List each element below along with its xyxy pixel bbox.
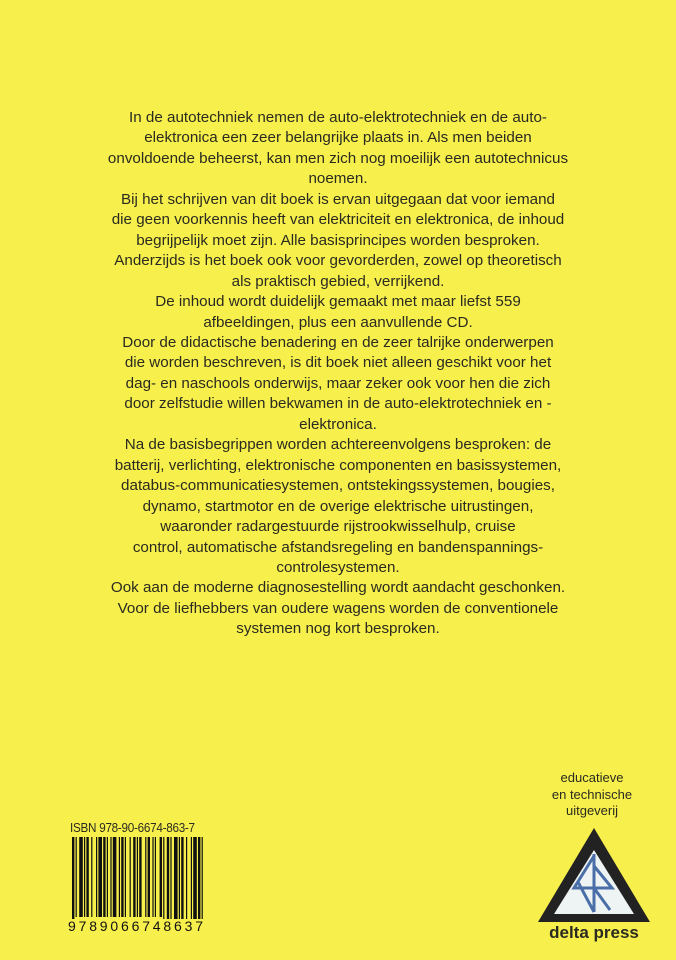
barcode-bar bbox=[121, 837, 123, 917]
barcode-bar bbox=[125, 837, 126, 917]
barcode-bar bbox=[98, 837, 102, 917]
barcode-bar bbox=[145, 837, 146, 917]
barcode-bar bbox=[167, 837, 169, 929]
blurb-line: elektronica. bbox=[299, 415, 377, 433]
barcode-bar bbox=[103, 837, 105, 917]
barcode-bar bbox=[186, 837, 187, 929]
blurb-line: noemen. bbox=[308, 170, 368, 188]
blurb-line: als praktisch gebied, verrijkend. bbox=[231, 272, 445, 290]
barcode-bar bbox=[110, 837, 111, 917]
barcode-bar bbox=[202, 837, 203, 929]
blurb-line: Voor de liefhebbers van oudere wagens worden de conventionele bbox=[117, 599, 559, 617]
barcode bbox=[68, 837, 205, 932]
blurb-line: waaronder radargestuurde rijstrookwisselhulp, cruise bbox=[160, 518, 516, 536]
barcode-bar bbox=[148, 837, 150, 917]
barcode-bar bbox=[174, 837, 178, 929]
blurb-line: De inhoud wordt duidelijk gemaakt met maar liefst 559 bbox=[155, 293, 521, 311]
blurb-line: systemen nog kort besproken. bbox=[236, 620, 440, 638]
blurb-line: Na de basisbegrippen worden achtereenvolgens besproken: de bbox=[124, 436, 552, 454]
blurb-line: dynamo, startmotor en de overige elektrische uitrustingen, bbox=[142, 497, 534, 515]
barcode-bar bbox=[130, 837, 131, 917]
delta-press-logo-icon bbox=[534, 826, 654, 926]
blurb-line: elektronica een zeer belangrijke plaats in. Als men beiden bbox=[144, 129, 532, 147]
blurb-line: Anderzijds is het boek ook voor gevorderden, zowel op theoretisch bbox=[114, 252, 562, 270]
blurb-line: controlesystemen. bbox=[276, 558, 400, 576]
barcode-bar bbox=[139, 837, 141, 917]
blurb-line: Bij het schrijven van dit boek is ervan uitgegaan dat voor iemand bbox=[121, 190, 555, 208]
barcode-bar bbox=[160, 837, 162, 917]
blurb-line: die worden beschreven, is dit boek niet alleen geschikt voor het bbox=[124, 354, 552, 372]
blurb-line: In de autotechniek nemen de auto-elektrotechniek en de auto- bbox=[129, 109, 547, 126]
barcode-bar bbox=[119, 837, 120, 917]
tagline-line: uitgeverij bbox=[565, 803, 619, 818]
back-cover-blurb bbox=[0, 108, 676, 640]
blurb-line: door zelfstudie willen bekwamen in de auto-elektrotechniek en - bbox=[124, 395, 552, 413]
barcode-bar bbox=[113, 837, 117, 917]
barcode-bar bbox=[133, 837, 135, 917]
barcode-bar bbox=[72, 837, 74, 929]
barcode-bar bbox=[155, 837, 156, 917]
barcode-digits: 9789066748637 bbox=[68, 918, 203, 932]
blurb-line: onvoldoende beheerst, kan men zich nog moeilijk een autotechnicus bbox=[107, 149, 569, 167]
blurb-line: begrijpelijk moet zijn. Alle basisprincipes worden besproken. bbox=[136, 231, 540, 249]
barcode-bar bbox=[152, 837, 153, 917]
barcode-bar bbox=[191, 837, 192, 929]
barcode-bar bbox=[79, 837, 83, 917]
blurb-line: afbeeldingen, plus een aanvullende CD. bbox=[203, 313, 473, 331]
barcode-bar bbox=[84, 837, 85, 917]
blurb-line: dag- en naschools onderwijs, maar zeker ook voor hen die zich bbox=[125, 374, 551, 392]
barcode-bar bbox=[198, 837, 200, 929]
blurb-line: die geen voorkennis heeft van elektriciteit en elektronica, de inhoud bbox=[111, 211, 565, 229]
blurb-line: Ook aan de moderne diagnosestelling wordt aandacht geschonken. bbox=[110, 579, 566, 597]
tagline-line: educatieve bbox=[560, 770, 624, 785]
tagline-line: en technische bbox=[551, 786, 633, 802]
blurb-line: batterij, verlichting, elektronische componenten en basissystemen, bbox=[114, 456, 562, 474]
publisher-tagline bbox=[532, 770, 652, 820]
barcode-bar bbox=[96, 837, 97, 917]
publisher-name: delta press bbox=[549, 923, 639, 942]
barcode-bar bbox=[181, 837, 183, 929]
barcode-bar bbox=[170, 837, 171, 929]
barcode-bar bbox=[137, 837, 138, 917]
barcode-bar bbox=[91, 837, 92, 917]
barcode-bar bbox=[179, 837, 180, 929]
isbn-label: ISBN 978-90-6674-863-7 bbox=[70, 820, 195, 835]
barcode-bar bbox=[76, 837, 77, 917]
barcode-bar bbox=[163, 837, 164, 929]
blurb-line: databus-communicatiesystemen, ontstekingssystemen, bougies, bbox=[121, 477, 555, 495]
barcode-bar bbox=[86, 837, 88, 917]
barcode-bar bbox=[107, 837, 108, 917]
blurb-line: Door de didactische benadering en de zeer talrijke onderwerpen bbox=[122, 333, 554, 351]
barcode-bar bbox=[193, 837, 197, 929]
blurb-line: control, automatische afstandsregeling en bandenspannings- bbox=[132, 538, 544, 556]
